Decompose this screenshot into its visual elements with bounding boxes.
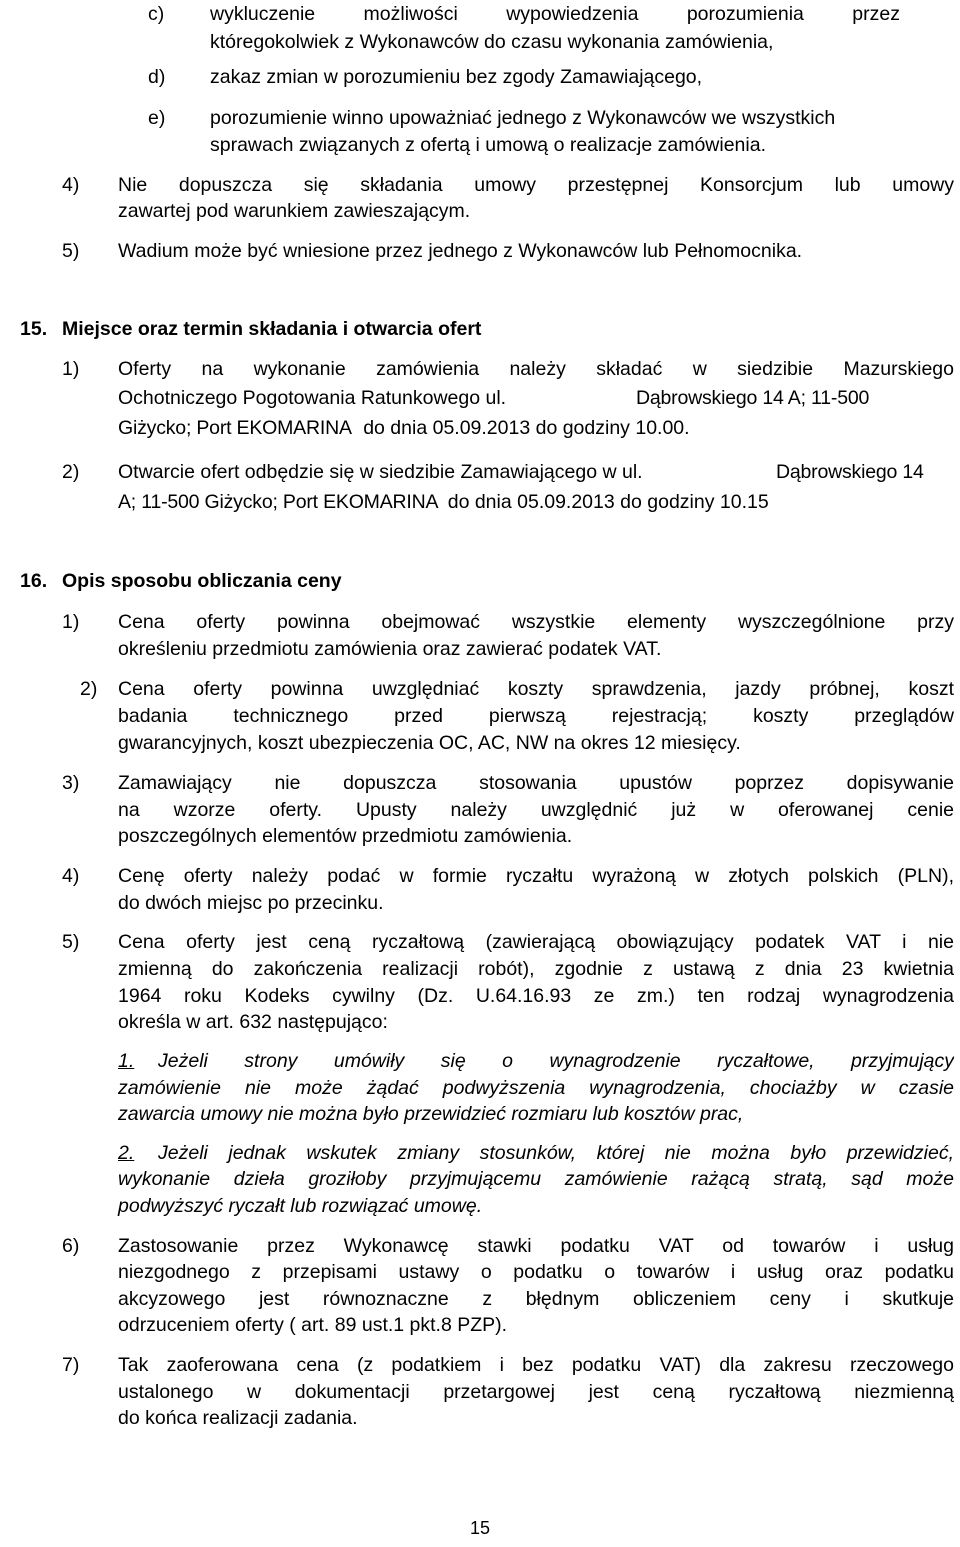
point-number: 7) (62, 1354, 80, 1376)
quote-marker: 2. (118, 1142, 135, 1164)
section-number: 15. (20, 318, 48, 340)
list-item-line: zakaz zmian w porozumieniu bez zgody Zamawiającego, (210, 66, 703, 88)
point-line: zmienną do zakończenia realizacji robót), zgodnie z ustawą z dnia 23 kwietnia (118, 958, 954, 980)
point-number: 2) (80, 678, 98, 700)
section-title: Miejsce oraz termin składania i otwarcia ofert (62, 318, 482, 340)
point-number: 1) (62, 358, 80, 380)
point-line: Zastosowanie przez Wykonawcę stawki podatku VAT od towarów i usług (118, 1235, 954, 1257)
quote-line: zamówienie nie może żądać podwyższenia wynagrodzenia, chociażby w czasie (118, 1077, 954, 1099)
list-item-marker: e) (148, 107, 166, 129)
point-number: 2) (62, 461, 80, 483)
section-title: Opis sposobu obliczania ceny (62, 570, 342, 592)
address-text: Giżycko; Port EKOMARINA (118, 417, 352, 439)
page-number: 15 (469, 1518, 491, 1538)
point-line (118, 490, 769, 514)
point-line: na wzorze oferty. Upusty należy uwzględnić już w oferowanej cenie (118, 799, 954, 821)
quote-line: Jeżeli jednak wskutek zmiany stosunków, której nie można było przewidzieć, (158, 1142, 954, 1164)
point-number: 6) (62, 1235, 80, 1257)
point-line: do końca realizacji zadania. (118, 1407, 358, 1429)
point-line: odrzuceniem oferty ( art. 89 ust.1 pkt.8 PZP). (118, 1314, 508, 1336)
list-item-line: wykluczenie możliwości wypowiedzenia porozumienia przez (210, 3, 900, 25)
point-line: Nie dopuszcza się składania umowy przestępnej Konsorcjum lub umowy (118, 174, 954, 196)
list-item-line: sprawach związanych z ofertą i umową o realizacje zamówienia. (210, 134, 766, 156)
quote-line (118, 1049, 134, 1073)
point-line: Zamawiający nie dopuszcza stosowania upustów poprzez dopisywanie (118, 772, 954, 794)
point-text: Ochotniczego Pogotowania Ratunkowego ul. (118, 387, 507, 409)
point-text: do dnia 05.09.2013 do godziny 10.00. (363, 417, 690, 439)
quote-line: wykonanie dzieła groziłoby przyjmującemu zamówienie rażącą stratą, sąd może (118, 1168, 954, 1190)
point-line: określeniu przedmiotu zamówienia oraz zawierać podatek VAT. (118, 638, 662, 660)
point-line: poszczególnych elementów przedmiotu zamówienia. (118, 825, 573, 847)
list-item-line: porozumienie winno upoważniać jednego z Wykonawców we wszystkich (210, 107, 836, 129)
point-line: 1964 roku Kodeks cywilny (Dz. U.64.16.93 ze zm.) ten rodzaj wynagrodzenia (118, 985, 954, 1007)
point-line: gwarancyjnych, koszt ubezpieczenia OC, AC, NW na okres 12 miesięcy. (118, 732, 741, 754)
quote-line: Jeżeli strony umówiły się o wynagrodzenie ryczałtowe, przyjmujący (158, 1050, 954, 1072)
point-line: Cena oferty jest ceną ryczałtową (zawierającą obowiązujący podatek VAT i nie (118, 931, 954, 953)
address-text: Dąbrowskiego 14 A; 11-500 (636, 387, 870, 409)
point-number: 1) (62, 611, 80, 633)
point-line: zawartej pod warunkiem zawieszającym. (118, 200, 471, 222)
quote-line: zawarcia umowy nie można było przewidzieć rozmiaru lub kosztów prac, (118, 1103, 744, 1125)
point-line: Tak zaoferowana cena (z podatkiem i bez podatku VAT) dla zakresu rzeczowego (118, 1354, 954, 1376)
point-line: Oferty na wykonanie zamówienia należy składać w siedzibie Mazurskiego (118, 358, 954, 380)
point-line: Wadium może być wniesione przez jednego z Wykonawców lub Pełnomocnika. (118, 240, 803, 262)
point-line: Cenę oferty należy podać w formie ryczałtu wyrażoną w złotych polskich (PLN), (118, 865, 954, 887)
point-line (118, 386, 870, 410)
point-text: Otwarcie ofert odbędzie się w siedzibie Zamawiającego w ul. (118, 461, 643, 483)
point-line (118, 416, 690, 440)
point-line: akcyzowego jest równoznaczne z błędnym obliczeniem ceny i skutkuje (118, 1288, 954, 1310)
address-text: Dąbrowskiego 14 (776, 461, 924, 483)
point-number: 4) (62, 174, 80, 196)
point-line: Cena oferty powinna obejmować wszystkie elementy wyszczególnione przy (118, 611, 954, 633)
point-number: 5) (62, 931, 80, 953)
point-line: ustalonego w dokumentacji przetargowej jest ceną ryczałtową niezmienną (118, 1381, 954, 1403)
quote-line (118, 1141, 134, 1165)
quote-marker: 1. (118, 1050, 135, 1072)
point-line: niezgodnego z przepisami ustawy o podatku o towarów i usług oraz podatku (118, 1261, 954, 1283)
point-text: do dnia 05.09.2013 do godziny 10.15 (447, 491, 769, 513)
point-line: Cena oferty powinna uwzględniać koszty sprawdzenia, jazdy próbnej, koszt (118, 678, 954, 700)
list-item-line: któregokolwiek z Wykonawców do czasu wykonania zamówienia, (210, 31, 774, 53)
address-text: A; 11-500 Giżycko; Port EKOMARINA (118, 491, 439, 513)
point-number: 5) (62, 240, 80, 262)
point-number: 3) (62, 772, 80, 794)
section-number: 16. (20, 570, 48, 592)
point-line (118, 460, 924, 484)
point-number: 4) (62, 865, 80, 887)
list-item-marker: d) (148, 66, 166, 88)
point-line: do dwóch miejsc po przecinku. (118, 892, 384, 914)
point-line: badania technicznego przed pierwszą rejestracją; koszty przeglądów (118, 705, 954, 727)
list-item-marker: c) (148, 3, 165, 25)
quote-line: podwyższyć ryczałt lub rozwiązać umowę. (118, 1195, 483, 1217)
point-line: określa w art. 632 następująco: (118, 1011, 388, 1033)
